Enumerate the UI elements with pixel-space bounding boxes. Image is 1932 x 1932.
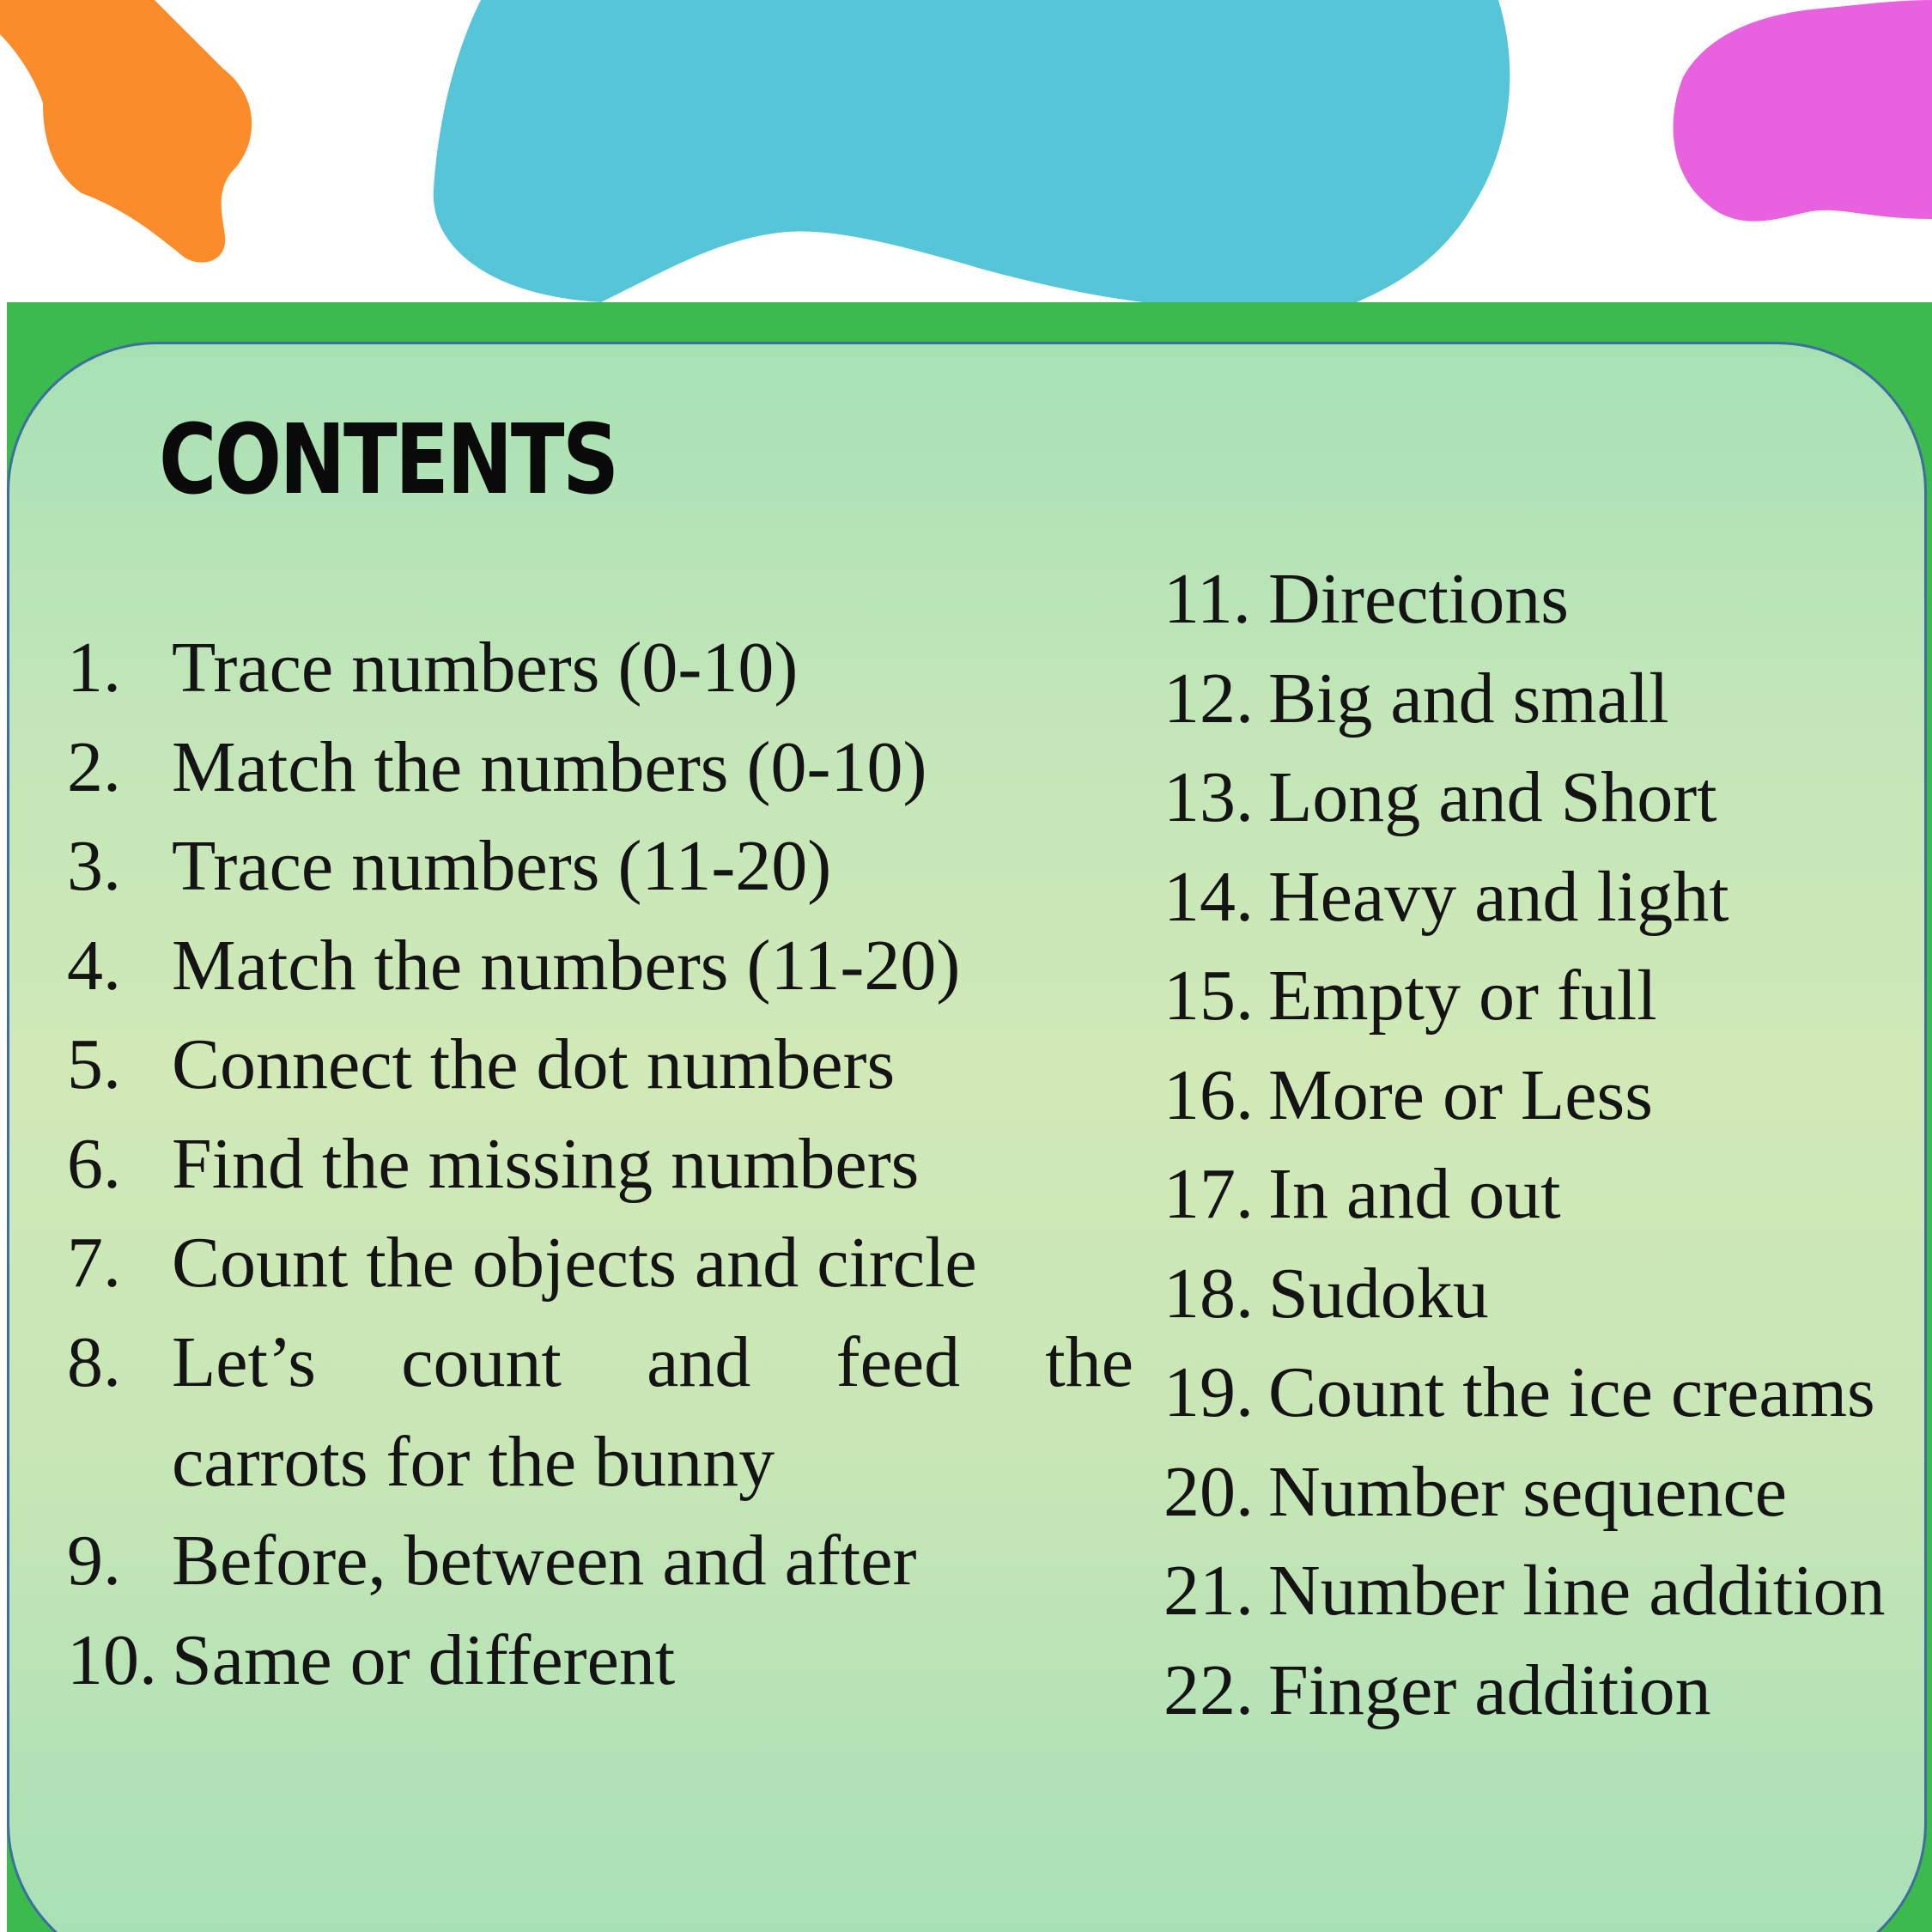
toc-item-label-line-1 bbox=[172, 1313, 1133, 1413]
toc-item-label-line-2: carrots for the bunny bbox=[172, 1422, 775, 1502]
toc-item-label: Same or different bbox=[172, 1620, 676, 1700]
word: count bbox=[401, 1322, 562, 1402]
toc-item-number: 20. bbox=[1163, 1452, 1254, 1532]
toc-item-number: 6. bbox=[67, 1124, 121, 1204]
toc-item-label: Number line addition bbox=[1268, 1551, 1886, 1631]
blue-blob-shape bbox=[434, 0, 1510, 309]
toc-item-label: Empty or full bbox=[1268, 956, 1657, 1036]
page-title: CONTENTS bbox=[159, 404, 617, 516]
toc-item-label: Before, between and after bbox=[172, 1521, 917, 1601]
toc-item-label: Sudoku bbox=[1268, 1254, 1489, 1334]
toc-item-label: Long and Short bbox=[1268, 757, 1717, 837]
toc-item-label: Big and small bbox=[1268, 659, 1669, 738]
toc-item-number: 7. bbox=[67, 1223, 121, 1303]
toc-item-label: Find the missing numbers bbox=[172, 1124, 920, 1204]
toc-item-label: Directions bbox=[1268, 559, 1569, 639]
toc-item-label: Finger addition bbox=[1268, 1650, 1711, 1730]
toc-item-number: 1. bbox=[67, 628, 121, 708]
toc-item-number: 9. bbox=[67, 1521, 121, 1601]
toc-item-number: 13. bbox=[1163, 757, 1254, 837]
toc-item-label: Number sequence bbox=[1268, 1452, 1788, 1532]
toc-item-number: 19. bbox=[1163, 1352, 1254, 1432]
word: Let’s bbox=[172, 1322, 316, 1402]
toc-item-number: 18. bbox=[1163, 1254, 1254, 1334]
toc-item-number: 12. bbox=[1163, 659, 1254, 738]
toc-item-number: 16. bbox=[1163, 1055, 1254, 1135]
toc-item-number: 17. bbox=[1163, 1154, 1254, 1234]
toc-item-number: 5. bbox=[67, 1024, 121, 1104]
toc-item-label: Count the objects and circle bbox=[172, 1223, 977, 1303]
orange-blob-shape bbox=[0, 0, 252, 263]
toc-item-label: More or Less bbox=[1268, 1055, 1653, 1135]
toc-item-label: In and out bbox=[1268, 1154, 1561, 1234]
toc-item-label: Match the numbers (0-10) bbox=[172, 727, 927, 807]
toc-item-number: 3. bbox=[67, 826, 121, 906]
word: feed bbox=[835, 1322, 961, 1402]
toc-item-label: Trace numbers (0-10) bbox=[172, 628, 799, 708]
toc-item-label: Match the numbers (11-20) bbox=[172, 926, 961, 1005]
decorative-blobs bbox=[0, 0, 1932, 343]
toc-item-number: 22. bbox=[1163, 1650, 1254, 1730]
word: the bbox=[1045, 1322, 1133, 1402]
toc-item-number: 14. bbox=[1163, 857, 1254, 937]
toc-item-label: Heavy and light bbox=[1268, 857, 1729, 937]
toc-item-label: Count the ice creams bbox=[1268, 1352, 1875, 1432]
toc-item-number: 21. bbox=[1163, 1551, 1254, 1631]
pink-blob-shape bbox=[1674, 0, 1932, 222]
toc-item-number: 4. bbox=[67, 926, 121, 1005]
toc-item-number: 2. bbox=[67, 727, 121, 807]
toc-item-number: 8. bbox=[67, 1322, 121, 1402]
toc-item-label bbox=[172, 1313, 1133, 1512]
word: and bbox=[647, 1322, 751, 1402]
toc-item-number: 10. bbox=[67, 1620, 157, 1700]
toc-item-label: Connect the dot numbers bbox=[172, 1024, 896, 1104]
toc-item-number: 15. bbox=[1163, 956, 1254, 1036]
toc-item-label: Trace numbers (11-20) bbox=[172, 826, 832, 906]
toc-item-number: 11. bbox=[1163, 559, 1251, 639]
